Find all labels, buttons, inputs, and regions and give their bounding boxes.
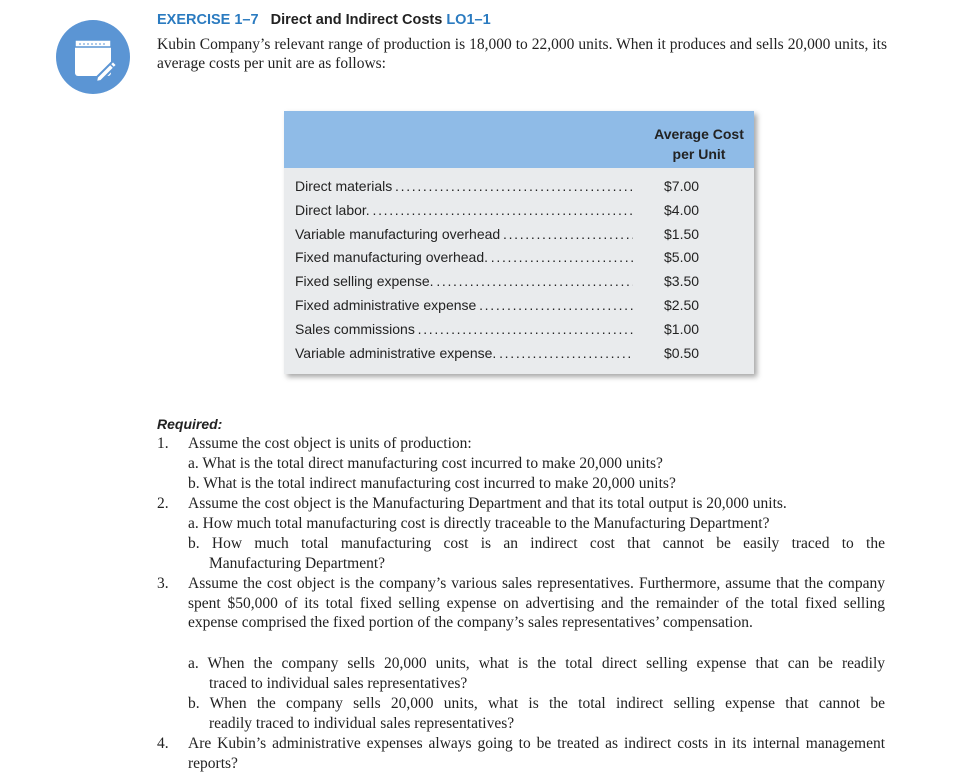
table-row — [284, 343, 754, 367]
row-label: Sales commissions . . . — [295, 319, 633, 339]
row-value: $7.00 — [664, 178, 700, 194]
exercise-intro: Kubin Company’s relevant range of production is 18,000 to 22,000 units. When it produces and sells 20,000 units, its average costs per unit are as follows: — [157, 36, 887, 72]
question-3-text: Assume the cost object is the company’s various sales representatives. Furthermore, assume that the company spent $50,000 of its total fixed selling expense on advertising and the remainder of the total fixed selling expense comprised the fixed portion of the company’s sales representatives’ compensation. — [188, 575, 885, 632]
row-value: $1.50 — [664, 226, 700, 242]
notepad-pencil-icon — [56, 20, 130, 94]
column-header-line2: per Unit — [672, 146, 726, 162]
row-value: $1.00 — [664, 321, 700, 337]
question-2-text: Assume the cost object is the Manufacturing Department and that its total output is 20,000 units. — [188, 495, 787, 512]
row-label: Direct labor. . . . — [295, 200, 633, 220]
question-2b-line1: b. How much total manufacturing cost is an indirect cost that cannot be easily traced to the — [188, 535, 885, 552]
table-row — [284, 271, 754, 295]
learning-objective-link[interactable]: LO1–1 — [446, 12, 491, 28]
question-4-text: Are Kubin’s administrative expenses always going to be treated as indirect costs in its internal management reports? — [188, 735, 885, 772]
row-value: $3.50 — [664, 273, 700, 289]
column-header-line1: Average Cost — [654, 126, 744, 142]
question-3b-line1: b. When the company sells 20,000 units, what is the total indirect selling expense that cannot be — [188, 695, 885, 712]
row-label: Direct materials . . . — [295, 176, 633, 196]
table-row — [284, 247, 754, 271]
row-label: Fixed manufacturing overhead. . . . — [295, 247, 633, 267]
exercise-notepad-icon — [56, 20, 130, 94]
row-value: $2.50 — [664, 297, 700, 313]
table-row — [284, 295, 754, 319]
row-label: Variable administrative expense. . . . — [295, 343, 633, 363]
question-2a: a. How much total manufacturing cost is directly traceable to the Manufacturing Department? — [188, 515, 770, 532]
question-1b: b. What is the total indirect manufacturing cost incurred to make 20,000 units? — [188, 475, 676, 492]
question-3a-line1: a. When the company sells 20,000 units, what is the total direct selling expense that can be readily — [188, 655, 885, 672]
exercise-code: EXERCISE 1–7 — [157, 12, 259, 28]
question-3b-line2: readily traced to individual sales representatives? — [209, 715, 515, 732]
cost-table — [284, 111, 754, 374]
row-value: $4.00 — [664, 202, 700, 218]
question-3a-line2: traced to individual sales representatives? — [209, 675, 468, 692]
row-label: Fixed administrative expense . . . — [295, 295, 633, 315]
exercise-heading — [157, 12, 491, 28]
table-row — [284, 319, 754, 343]
column-header-average-cost — [644, 124, 754, 164]
question-1-text: Assume the cost object is units of production: — [188, 435, 472, 452]
table-row — [284, 176, 754, 200]
required-heading: Required: — [157, 416, 223, 432]
question-2b-line2: Manufacturing Department? — [209, 555, 386, 572]
cost-table-header — [284, 111, 754, 168]
row-label: Variable manufacturing overhead . . . — [295, 224, 633, 244]
table-row — [284, 200, 754, 224]
question-number: 1. — [157, 435, 169, 452]
row-value: $5.00 — [664, 249, 700, 265]
question-number: 3. — [157, 575, 169, 592]
question-number: 2. — [157, 495, 169, 512]
exercise-title: Direct and Indirect Costs — [270, 12, 443, 28]
row-label: Fixed selling expense. . . . — [295, 271, 633, 291]
table-row — [284, 224, 754, 248]
row-value: $0.50 — [664, 345, 700, 361]
question-1a: a. What is the total direct manufacturing cost incurred to make 20,000 units? — [188, 455, 663, 472]
question-number: 4. — [157, 735, 169, 752]
